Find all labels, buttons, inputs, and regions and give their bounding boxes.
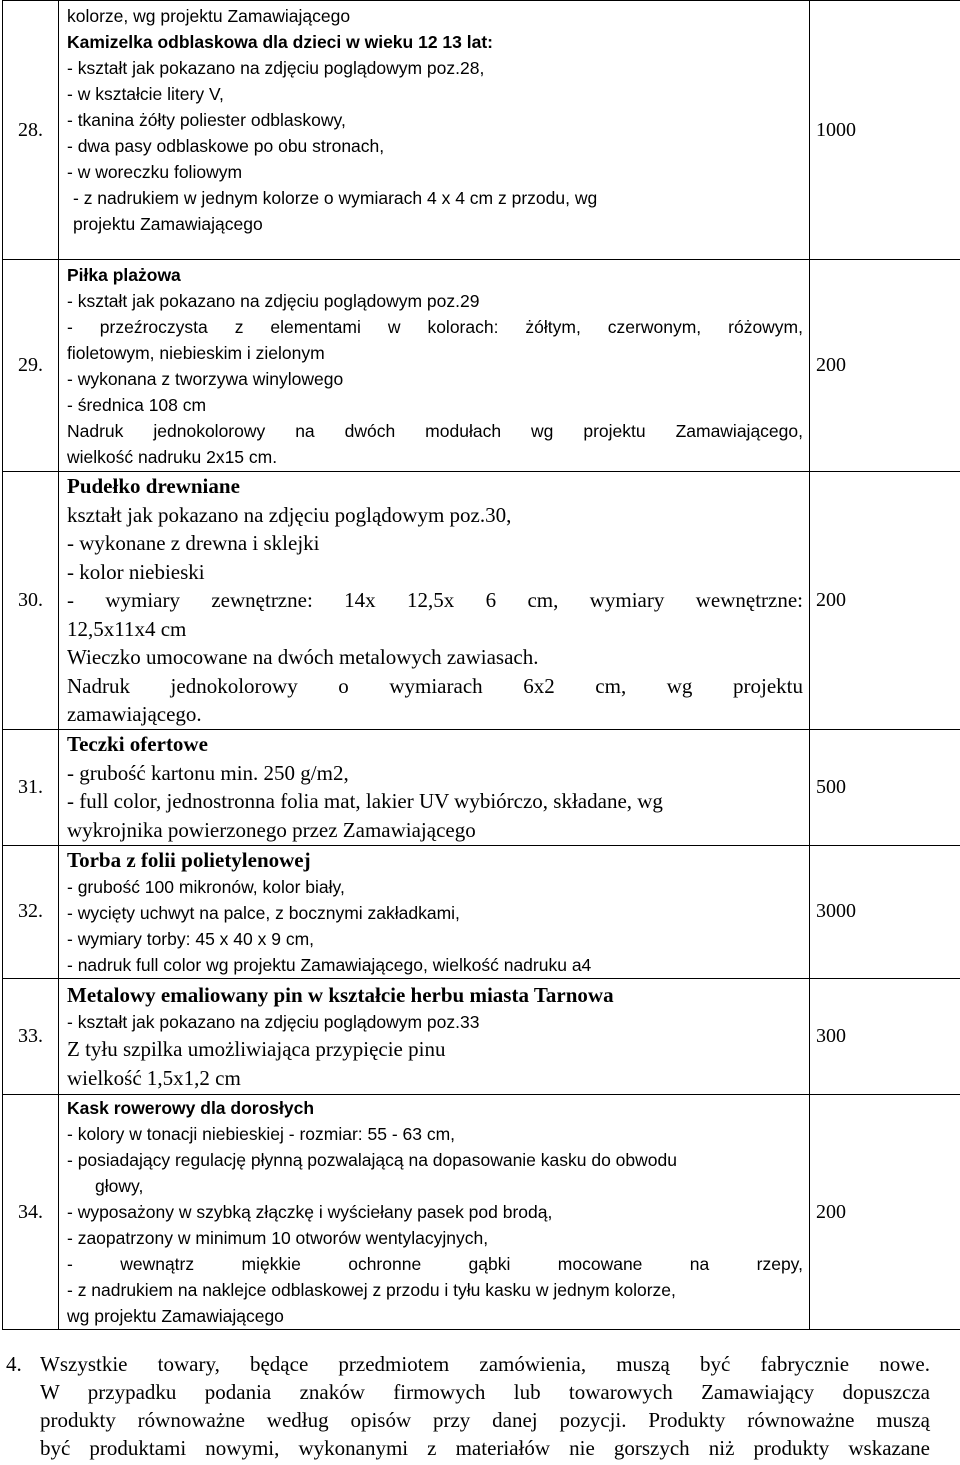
desc-line: - wewnątrz miękkie ochronne gąbki mocowane na rzepy,: [67, 1254, 803, 1274]
desc-line: wielkość 1,5x1,2 cm: [67, 1065, 241, 1090]
desc-title: Metalowy emaliowany pin w kształcie herbu miasta Tarnowa: [67, 982, 614, 1007]
desc-line: 12,5x11x4 cm: [67, 616, 187, 641]
desc-line: - średnica 108 cm: [67, 394, 207, 415]
row-quantity: 500: [810, 729, 960, 845]
desc-line: zamawiającego.: [67, 702, 202, 726]
items-table: [2, 0, 960, 1330]
paragraph-line: być produktami nowymi, wykonanymi z materiałów nie gorszych niż produkty wskazane: [40, 1436, 930, 1460]
table-row: [3, 729, 960, 845]
desc-title: Pudełko drewniane: [67, 474, 240, 498]
row-quantity: 200: [810, 1095, 960, 1330]
desc-line: - nadruk full color wg projektu Zamawiającego, wielkość nadruku a4: [67, 955, 592, 975]
desc-line: - kolory w tonacji niebieskiej - rozmiar: 55 - 63 cm,: [67, 1124, 456, 1144]
desc-line: wielkość nadruku 2x15 cm.: [67, 446, 278, 467]
desc-line: - w woreczku foliowym: [67, 162, 243, 182]
row-description: [59, 260, 810, 472]
desc-line: - wycięty uchwyt na palce, z bocznymi zakładkami,: [67, 903, 460, 923]
table-row: [3, 979, 960, 1095]
paragraph-line: produkty równoważne według opisów przy danej pozycji. Produkty równoważne muszą: [40, 1408, 930, 1432]
row-number: 34.: [3, 1095, 59, 1330]
desc-line: kształt jak pokazano na zdjęciu poglądowym poz.30,: [67, 502, 512, 527]
footer-paragraph: [0, 1350, 930, 1462]
desc-title: Kask rowerowy dla dorosłych: [67, 1098, 315, 1118]
paragraph-line: W przypadku podania znaków firmowych lub towarowych Zamawiający dopuszcza: [40, 1380, 930, 1404]
row-quantity: 200: [810, 260, 960, 472]
desc-line: - tkanina żółty poliester odblaskowy,: [67, 110, 346, 130]
table-row: [3, 472, 960, 730]
row-quantity: 3000: [810, 845, 960, 979]
desc-line: - z nadrukiem na naklejce odblaskowej z przodu i tyłu kasku w jednym kolorze,: [67, 1280, 676, 1300]
paragraph-number: 4.: [6, 1352, 22, 1376]
desc-line: - zaopatrzony w minimum 10 otworów wentylacyjnych,: [67, 1228, 489, 1248]
desc-line: projektu Zamawiającego: [73, 214, 263, 234]
desc-title: Kamizelka odblaskowa dla dzieci w wieku 12 13 lat:: [67, 32, 493, 52]
row-description: [59, 845, 810, 979]
desc-line: wykrojnika powierzonego przez Zamawiającego: [67, 817, 476, 842]
desc-line: - wykonana z tworzywa winylowego: [67, 368, 344, 389]
row-description: [59, 979, 810, 1095]
paragraph-line: Wszystkie towary, będące przedmiotem zamówienia, muszą być fabrycznie nowe.: [40, 1352, 930, 1376]
row-description: [59, 1, 810, 260]
row-description: [59, 729, 810, 845]
desc-line: - dwa pasy odblaskowe po obu stronach,: [67, 136, 385, 156]
row-number: 28.: [3, 1, 59, 260]
desc-line: - przeźroczysta z elementami w kolorach: żółtym, czerwonym, różowym,: [67, 316, 803, 337]
table-row: [3, 1, 960, 260]
row-quantity: 300: [810, 979, 960, 1095]
desc-line: Z tyłu szpilka umożliwiająca przypięcie pinu: [67, 1037, 446, 1062]
table-row: [3, 260, 960, 472]
desc-line: Wieczko umocowane na dwóch metalowych zawiasach.: [67, 645, 539, 669]
row-number: 29.: [3, 260, 59, 472]
desc-line: fioletowym, niebieskim i zielonym: [67, 342, 325, 363]
desc-line: - posiadający regulację płynną pozwalającą na dopasowanie kasku do obwodu: [67, 1150, 677, 1170]
row-quantity: 200: [810, 472, 960, 730]
row-number: 31.: [3, 729, 59, 845]
desc-line: Nadruk jednokolorowy na dwóch modułach wg projektu Zamawiającego,: [67, 420, 803, 441]
row-number: 30.: [3, 472, 59, 730]
desc-line: kolorze, wg projektu Zamawiającego: [67, 6, 351, 26]
desc-line: - grubość 100 mikronów, kolor biały,: [67, 877, 345, 897]
row-description: [59, 1095, 810, 1330]
desc-line: - grubość kartonu min. 250 g/m2,: [67, 760, 349, 785]
desc-line: - kolor niebieski: [67, 559, 205, 584]
desc-line: - kształt jak pokazano na zdjęciu poglądowym poz.29: [67, 290, 480, 311]
row-quantity: 1000: [810, 1, 960, 260]
desc-line: - kształt jak pokazano na zdjęciu poglądowym poz.33: [67, 1012, 480, 1033]
desc-title: Piłka plażowa: [67, 264, 181, 285]
desc-line: - full color, jednostronna folia mat, lakier UV wybiórczo, składane, wg: [67, 789, 663, 813]
desc-title: Torba z folii polietylenowej: [67, 847, 311, 872]
desc-line: - wykonane z drewna i sklejki: [67, 531, 320, 555]
desc-line: - kształt jak pokazano na zdjęciu poglądowym poz.28,: [67, 58, 485, 78]
desc-line: Nadruk jednokolorowy o wymiarach 6x2 cm, wg projektu: [67, 673, 803, 698]
desc-line: głowy,: [95, 1176, 144, 1196]
row-number: 33.: [3, 979, 59, 1095]
desc-line: - wymiary torby: 45 x 40 x 9 cm,: [67, 929, 315, 949]
desc-line: - wymiary zewnętrzne: 14x 12,5x 6 cm, wymiary wewnętrzne:: [67, 588, 803, 612]
desc-line: - z nadrukiem w jednym kolorze o wymiarach 4 x 4 cm z przodu, wg: [73, 188, 598, 208]
desc-title: Teczki ofertowe: [67, 732, 208, 756]
row-description: [59, 472, 810, 730]
desc-line: - w kształcie litery V,: [67, 84, 224, 104]
desc-line: wg projektu Zamawiającego: [67, 1306, 284, 1326]
desc-line: - wyposażony w szybką złączkę i wyściełany pasek pod brodą,: [67, 1202, 553, 1222]
row-number: 32.: [3, 845, 59, 979]
table-row: [3, 1095, 960, 1330]
table-row: [3, 845, 960, 979]
